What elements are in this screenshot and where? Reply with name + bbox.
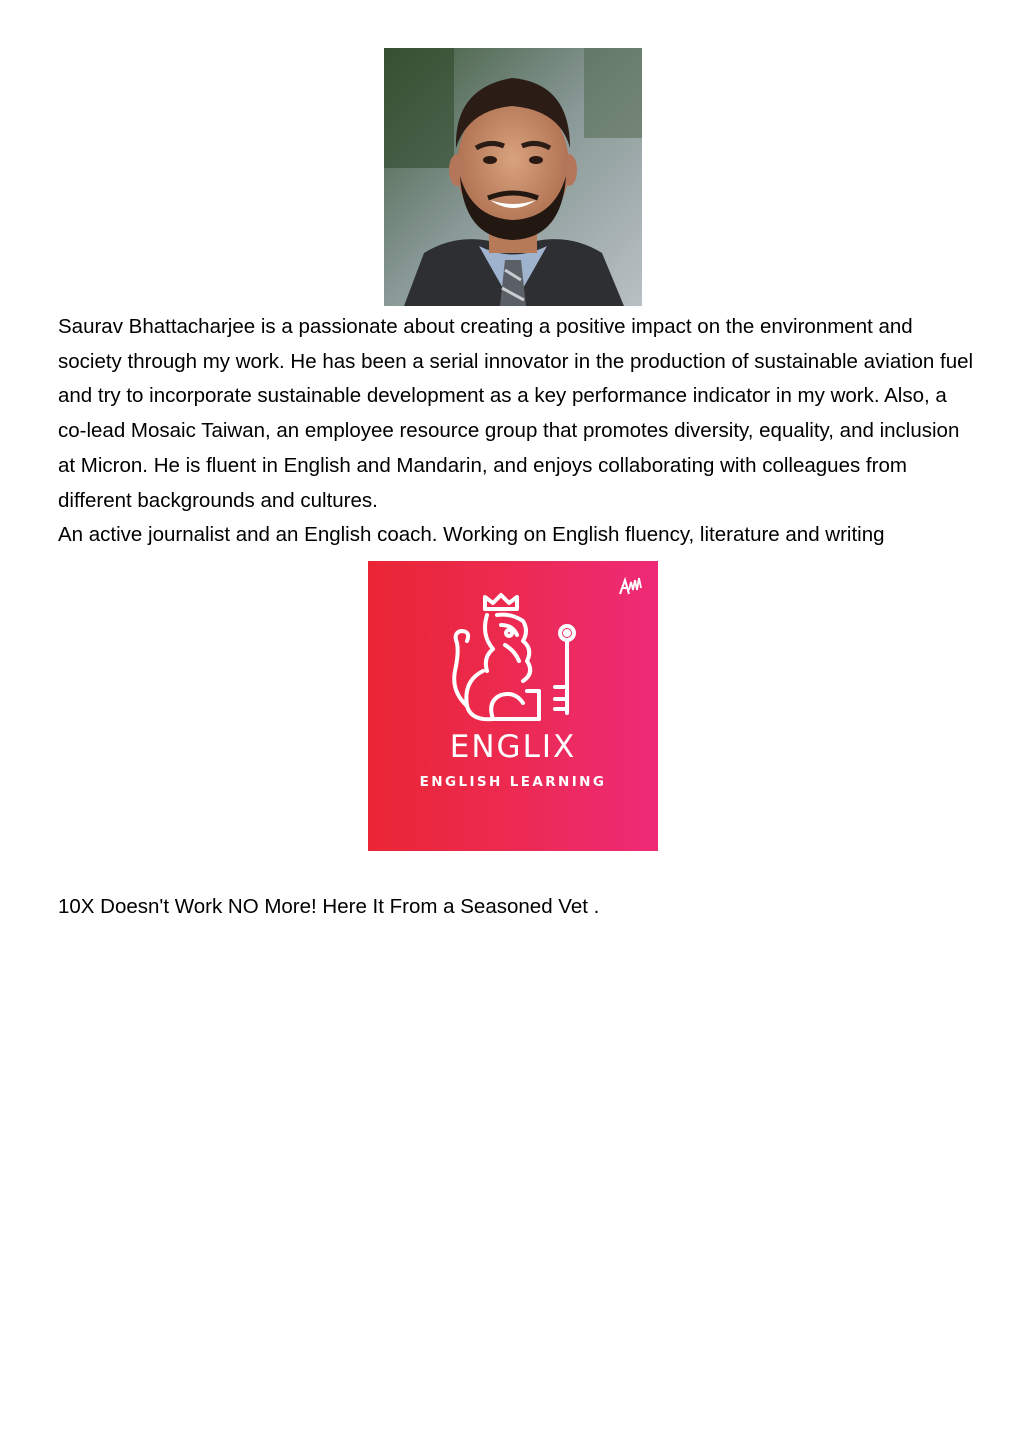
author-bio	[58, 310, 978, 553]
cover-subtitle: ENGLISH LEARNING	[419, 774, 607, 790]
lion-crest-icon	[443, 591, 583, 726]
cover-title: ENGLIX	[449, 729, 577, 765]
englix-cover-image	[368, 561, 658, 851]
bio-paragraph: An active journalist and an English coach. Working on English fluency, literature and writing	[58, 523, 885, 547]
article-title: 10X Doesn't Work NO More! Here It From a Seasoned Vet .	[58, 895, 600, 918]
author-portrait-image	[384, 48, 642, 306]
bio-paragraph: Saurav Bhattacharjee is a passionate about creating a positive impact on the environment and society through my work. He has been a serial innovator in the production of sustainable aviation fuel and try to incorporate sustainable development as a key performance indicator in my work. Also, a co-lead Mosaic Taiwan, an employee resource group that promotes diversity, equality, and inclusion at Micron. He is fluent in English and Mandarin, and enjoys collaborating with colleagues from different backgrounds and cultures.	[58, 315, 974, 512]
podcast-icon	[618, 574, 644, 596]
